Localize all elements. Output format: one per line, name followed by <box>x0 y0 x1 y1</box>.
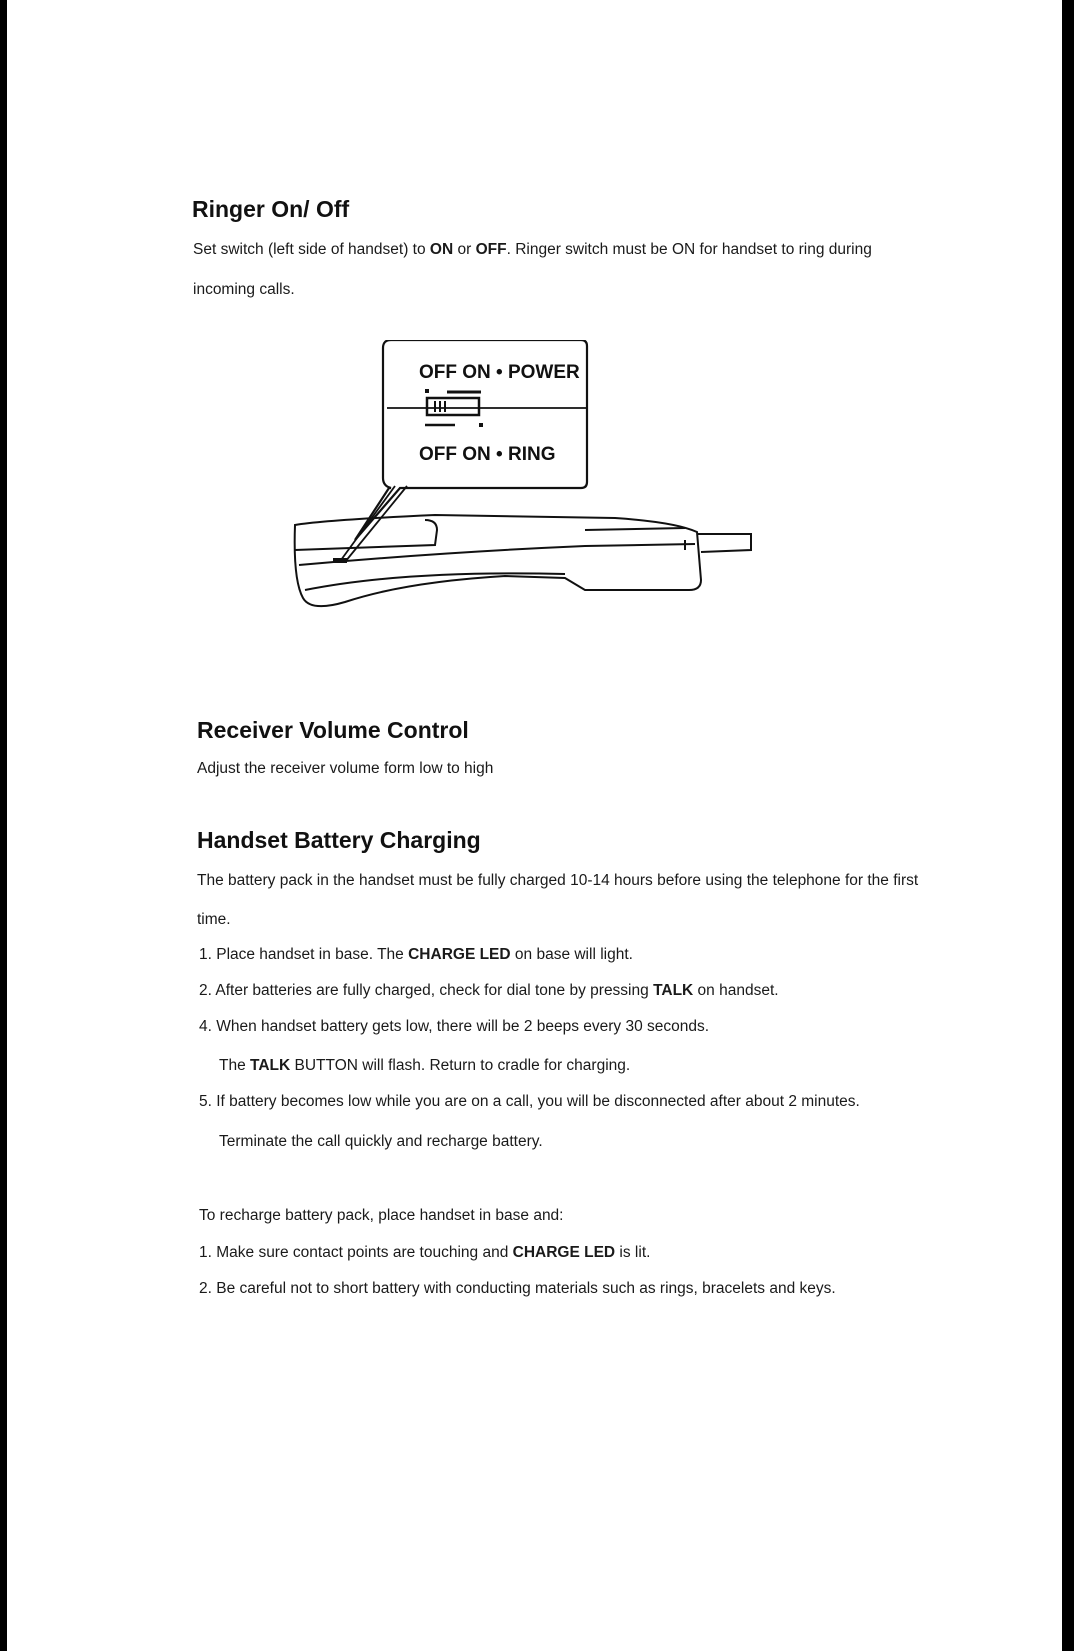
battery-step-5: 5. If battery becomes low while you are on a call, you will be disconnected after about 2 minutes. <box>199 1093 860 1110</box>
receiver-volume-text: Adjust the receiver volume form low to high <box>197 760 494 777</box>
page-edge-right <box>1062 0 1074 1651</box>
text-fragment: 2. After batteries are fully charged, check for dial tone by pressing <box>199 982 654 999</box>
recharge-intro: To recharge battery pack, place handset in base and: <box>199 1207 564 1224</box>
text-fragment: on base will light. <box>510 946 633 963</box>
ringer-instruction-line <box>193 241 872 259</box>
battery-intro-line-2: time. <box>197 911 231 928</box>
text-fragment: 1. Make sure contact points are touching and <box>199 1244 513 1261</box>
recharge-step-1 <box>199 1244 650 1262</box>
battery-step-1 <box>199 946 633 964</box>
indicator-dot <box>425 389 429 393</box>
text-fragment: on handset. <box>693 982 779 999</box>
battery-step-5-continued: Terminate the call quickly and recharge battery. <box>219 1133 543 1150</box>
text-fragment: or <box>453 241 476 258</box>
page-edge-left <box>0 0 7 1651</box>
charge-led-keyword: CHARGE LED <box>408 946 511 963</box>
battery-step-4: 4. When handset battery gets low, there will be 2 beeps every 30 seconds. <box>199 1018 710 1035</box>
heading-ringer: Ringer On/ Off <box>192 196 350 222</box>
battery-step-4-continued <box>219 1057 630 1075</box>
off-keyword: OFF <box>475 241 507 258</box>
heading-battery-charging: Handset Battery Charging <box>197 827 481 853</box>
text-fragment: 1. Place handset in base. The <box>199 946 409 963</box>
callout-pointer <box>345 486 407 562</box>
text-fragment: Set switch (left side of handset) to <box>193 241 430 258</box>
text-fragment: BUTTON will flash. Return to cradle for charging. <box>290 1057 631 1074</box>
ring-switch-label: OFF ON • RING <box>419 444 556 465</box>
handset-ringer-switch-illustration <box>285 340 795 645</box>
recharge-step-2: 2. Be careful not to short battery with conducting materials such as rings, bracelets and keys. <box>199 1280 836 1297</box>
indicator-dot <box>479 423 483 427</box>
on-keyword: ON <box>429 241 454 258</box>
text-fragment: is lit. <box>615 1244 651 1261</box>
talk-keyword: TALK <box>653 982 694 999</box>
text-fragment: . Ringer switch must be ON for handset to ring during <box>506 241 872 258</box>
ringer-instruction-line-2: incoming calls. <box>193 281 295 298</box>
ringer-switch-on-handset <box>333 558 347 563</box>
battery-step-2 <box>199 982 779 1000</box>
heading-receiver-volume: Receiver Volume Control <box>197 717 469 743</box>
text-fragment: The <box>219 1057 251 1074</box>
talk-keyword: TALK <box>250 1057 291 1074</box>
battery-intro-line: The battery pack in the handset must be fully charged 10-14 hours before using the telephone for the first <box>197 872 919 889</box>
charge-led-keyword: CHARGE LED <box>512 1244 616 1261</box>
power-switch-label: OFF ON • POWER <box>419 362 580 383</box>
